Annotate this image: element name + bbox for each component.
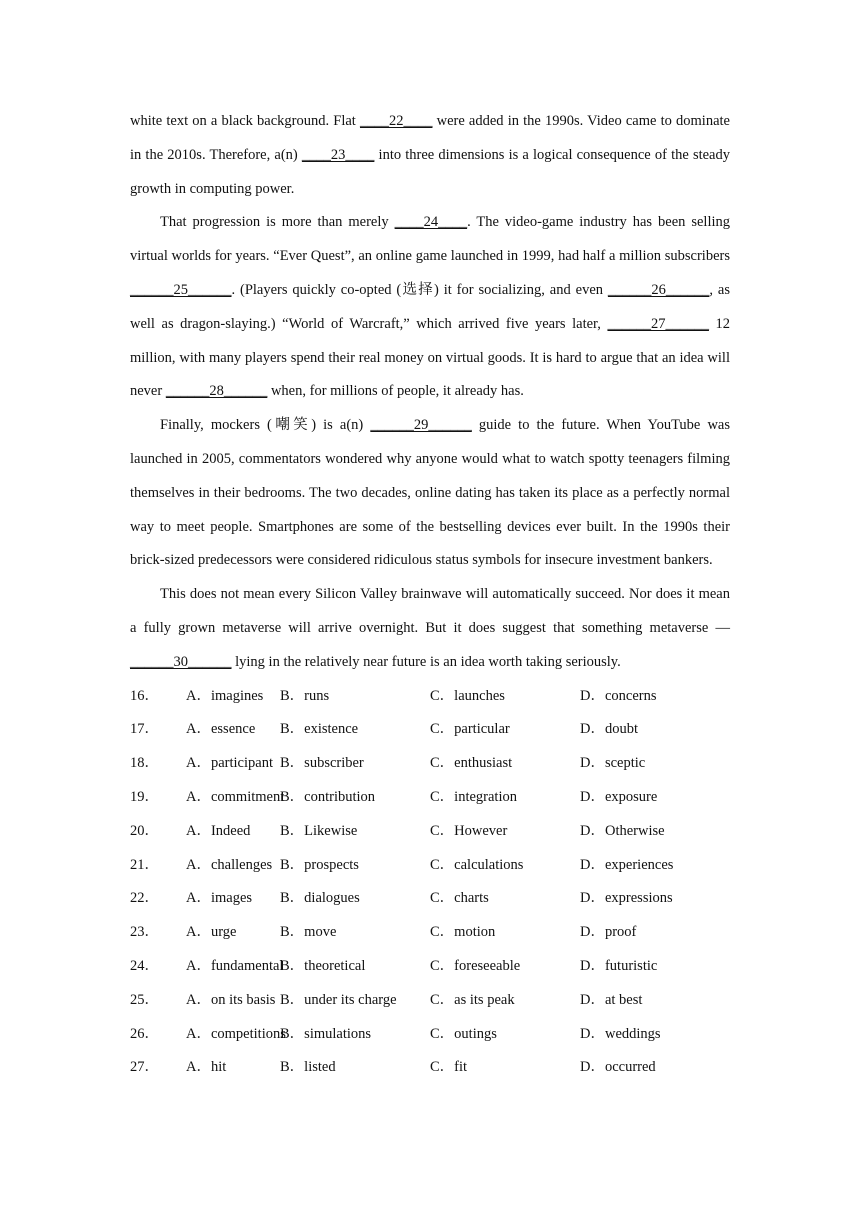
passage xyxy=(130,105,730,680)
blank-number: ____23____ xyxy=(301,146,375,163)
option-a: A．imagines xyxy=(186,687,264,704)
option-b: B．Likewise xyxy=(280,822,358,839)
option-a: A．urge xyxy=(186,924,237,941)
option-c: C．as its peak xyxy=(430,991,515,1008)
passage-text: were added in the 1990s. Video came to dominate in the 2010s. Therefore, a(n) xyxy=(130,113,730,163)
passage-text: Finally, mockers (嘲笑) is a(n) xyxy=(160,417,371,434)
question-row xyxy=(130,950,730,984)
question-number: 27． xyxy=(130,1059,159,1076)
passage-text: This does not mean every Silicon Valley brainwave will automatically succeed. Nor does it mean a fully grown metaverse will arrive overnight. But it does suggest that something metaverse — xyxy=(130,586,730,636)
question-row xyxy=(130,1018,730,1052)
option-b: B．contribution xyxy=(280,788,376,805)
option-b: B．theoretical xyxy=(280,957,366,974)
question-row xyxy=(130,781,730,815)
question-number: 22． xyxy=(130,890,159,907)
option-d: D．experiences xyxy=(580,856,674,873)
option-b: B．runs xyxy=(280,687,330,704)
question-number: 21． xyxy=(130,856,159,873)
blank-number: ______25______ xyxy=(130,281,232,298)
question-row xyxy=(130,680,730,714)
passage-text: That progression is more than merely xyxy=(160,214,395,231)
option-c: C．enthusiast xyxy=(430,755,513,772)
question-number: 26． xyxy=(130,1025,159,1042)
blank-number: ______26______ xyxy=(607,281,710,298)
passage-text: into three dimensions is a logical consequence of the steady growth in computing power. xyxy=(130,146,730,197)
passage-text: , as well as dragon-slaying.) “World of Warcraft,” which arrived five years later, xyxy=(130,281,730,332)
option-d: D．sceptic xyxy=(580,755,646,772)
passage-text: lying in the relatively near future is an idea worth taking seriously. xyxy=(231,653,621,670)
passage-paragraph xyxy=(130,105,730,206)
question-number: 24． xyxy=(130,957,159,974)
option-b: B．listed xyxy=(280,1059,336,1076)
option-d: D．occurred xyxy=(580,1059,656,1076)
option-c: C．particular xyxy=(430,721,510,738)
answer-options xyxy=(130,680,730,1086)
option-b: B．move xyxy=(280,924,337,941)
option-a: A．challenges xyxy=(186,856,273,873)
blank-number: ______27______ xyxy=(607,315,709,332)
option-c: C．charts xyxy=(430,890,489,907)
passage-text: white text on a black background. Flat xyxy=(130,113,360,129)
option-d: D．at best xyxy=(580,991,643,1008)
option-a: A．participant xyxy=(186,755,273,772)
blank-number: ______30______ xyxy=(130,653,232,670)
option-c: C．integration xyxy=(430,788,517,805)
option-c: C．motion xyxy=(430,924,496,941)
option-b: B．prospects xyxy=(280,856,359,873)
option-a: A．commitment xyxy=(186,788,285,805)
question-row xyxy=(130,1051,730,1085)
option-d: D．exposure xyxy=(580,788,658,805)
option-b: B．dialogues xyxy=(280,890,360,907)
passage-text: 12 million, with many players spend their real money on virtual goods. It is hard to argue that an idea will never xyxy=(130,315,730,400)
option-d: D．concerns xyxy=(580,687,657,704)
passage-text: guide to the future. When YouTube was launched in 2005, commentators wondered why anyone would what to watch spotty teenagers filming themselves in their bedrooms. The two decades, online dating has taken its place as a perfectly normal way to meet people. Smartphones are some of the bestselling devices ever built. In the 1990s their brick-sized predecessors were considered ridiculous status symbols for insecure investment bankers. xyxy=(130,417,730,569)
blank-number: ______28______ xyxy=(165,383,268,400)
option-c: C．launches xyxy=(430,687,505,704)
option-c: C．fit xyxy=(430,1059,468,1076)
option-b: B．subscriber xyxy=(280,755,364,772)
option-a: A．on its basis xyxy=(186,991,276,1008)
option-d: D．expressions xyxy=(580,890,673,907)
question-number: 16． xyxy=(130,687,159,704)
question-row xyxy=(130,984,730,1018)
option-c: C．outings xyxy=(430,1025,497,1042)
question-row xyxy=(130,849,730,883)
passage-text: . (Players quickly co-opted (选择) it for socializing, and even xyxy=(231,281,608,298)
passage-paragraph xyxy=(130,206,730,409)
option-d: D．Otherwise xyxy=(580,822,665,839)
option-a: A．essence xyxy=(186,721,256,738)
question-number: 25． xyxy=(130,991,159,1008)
passage-text: . The video-game industry has been selling virtual worlds for years. “Ever Quest”, an online game launched in 1999, had half a million subscribers xyxy=(130,214,731,265)
option-a: A．hit xyxy=(186,1059,227,1076)
option-a: A．images xyxy=(186,890,253,907)
option-a: A．competitions xyxy=(186,1025,286,1042)
passage-paragraph xyxy=(130,578,730,679)
question-number: 17． xyxy=(130,721,159,738)
option-b: B．existence xyxy=(280,721,359,738)
blank-number: ____24____ xyxy=(394,214,468,231)
question-number: 19． xyxy=(130,788,159,805)
passage-paragraph xyxy=(130,409,730,578)
question-row xyxy=(130,713,730,747)
option-c: C．foreseeable xyxy=(430,957,521,974)
question-row xyxy=(130,916,730,950)
option-d: D．proof xyxy=(580,924,637,941)
option-d: D．doubt xyxy=(580,721,638,738)
blank-number: ______29______ xyxy=(370,417,472,434)
option-b: B．simulations xyxy=(280,1025,372,1042)
option-c: C．However xyxy=(430,822,508,839)
option-a: A．Indeed xyxy=(186,822,251,839)
option-d: D．futuristic xyxy=(580,957,658,974)
passage-text: when, for millions of people, it already has. xyxy=(267,383,524,400)
question-row xyxy=(130,882,730,916)
option-a: A．fundamental xyxy=(186,957,284,974)
document-page xyxy=(130,105,730,1085)
option-d: D．weddings xyxy=(580,1025,661,1042)
option-c: C．calculations xyxy=(430,856,524,873)
question-number: 20． xyxy=(130,822,159,839)
question-number: 23． xyxy=(130,924,159,941)
option-b: B．under its charge xyxy=(280,991,397,1008)
question-row xyxy=(130,815,730,849)
question-row xyxy=(130,747,730,781)
question-number: 18． xyxy=(130,755,159,772)
blank-number: ____22____ xyxy=(359,113,433,129)
